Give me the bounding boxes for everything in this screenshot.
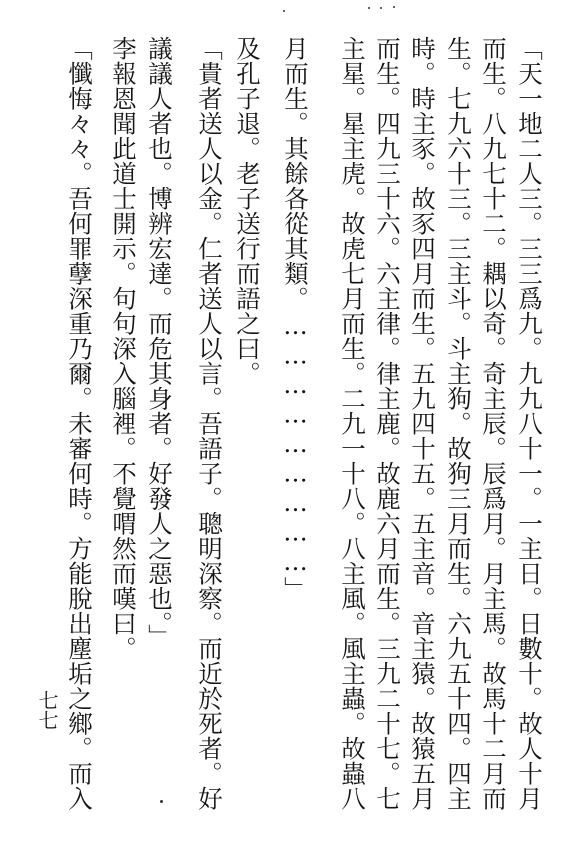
text-column-11: 李報恩聞此道士開示。句句深入腦裡。不覺喟然而嘆曰。	[109, 36, 138, 661]
text-column-12: 「懺悔々々。吾何罪孽深重乃爾。未審何時。方能脫出塵垢之鄉。而入	[65, 36, 94, 811]
text-column-1: 「天一地二人三。三三爲九。九九八十一。一主日。日數十。故人十月	[515, 36, 544, 811]
text-column-10: 議議人者也。博辨宏達。而危其身者。好發人之惡也。」	[145, 36, 174, 649]
ink-speck	[380, 7, 382, 9]
ink-speck	[283, 10, 285, 12]
text-column-7: 月而生。其餘各從其類。………………………」	[281, 36, 310, 602]
text-column-2: 而生。八九七十二。耦以奇。奇主辰。辰爲月。月主馬。故馬十二月而	[479, 36, 508, 811]
ink-speck	[393, 6, 395, 8]
ink-speck	[368, 7, 370, 9]
text-column-4: 時。時主豕。故豕四月而生。五九四十五。五主音。音主猿。故猿五月	[408, 36, 437, 811]
page-number: 七七	[35, 690, 59, 730]
text-column-9: 「貴者送人以金。仁者送人以言。吾語子。聰明深察。而近於死者。好	[195, 36, 224, 811]
text-column-5: 而生。四九三十六。六主律。律主鹿。故鹿六月而生。三九二十七。七	[373, 36, 402, 811]
text-column-6: 主星。星主虎。故虎七月而生。二九一十八。八主風。風主蟲。故蟲八	[338, 36, 367, 811]
text-column-8: 及孔子退。老子送行而語之曰。	[233, 36, 262, 386]
text-column-3: 生。七九六十三。三主斗。斗主狗。故狗三月而生。六九五十四。四主	[444, 36, 473, 811]
ink-speck	[160, 800, 163, 803]
